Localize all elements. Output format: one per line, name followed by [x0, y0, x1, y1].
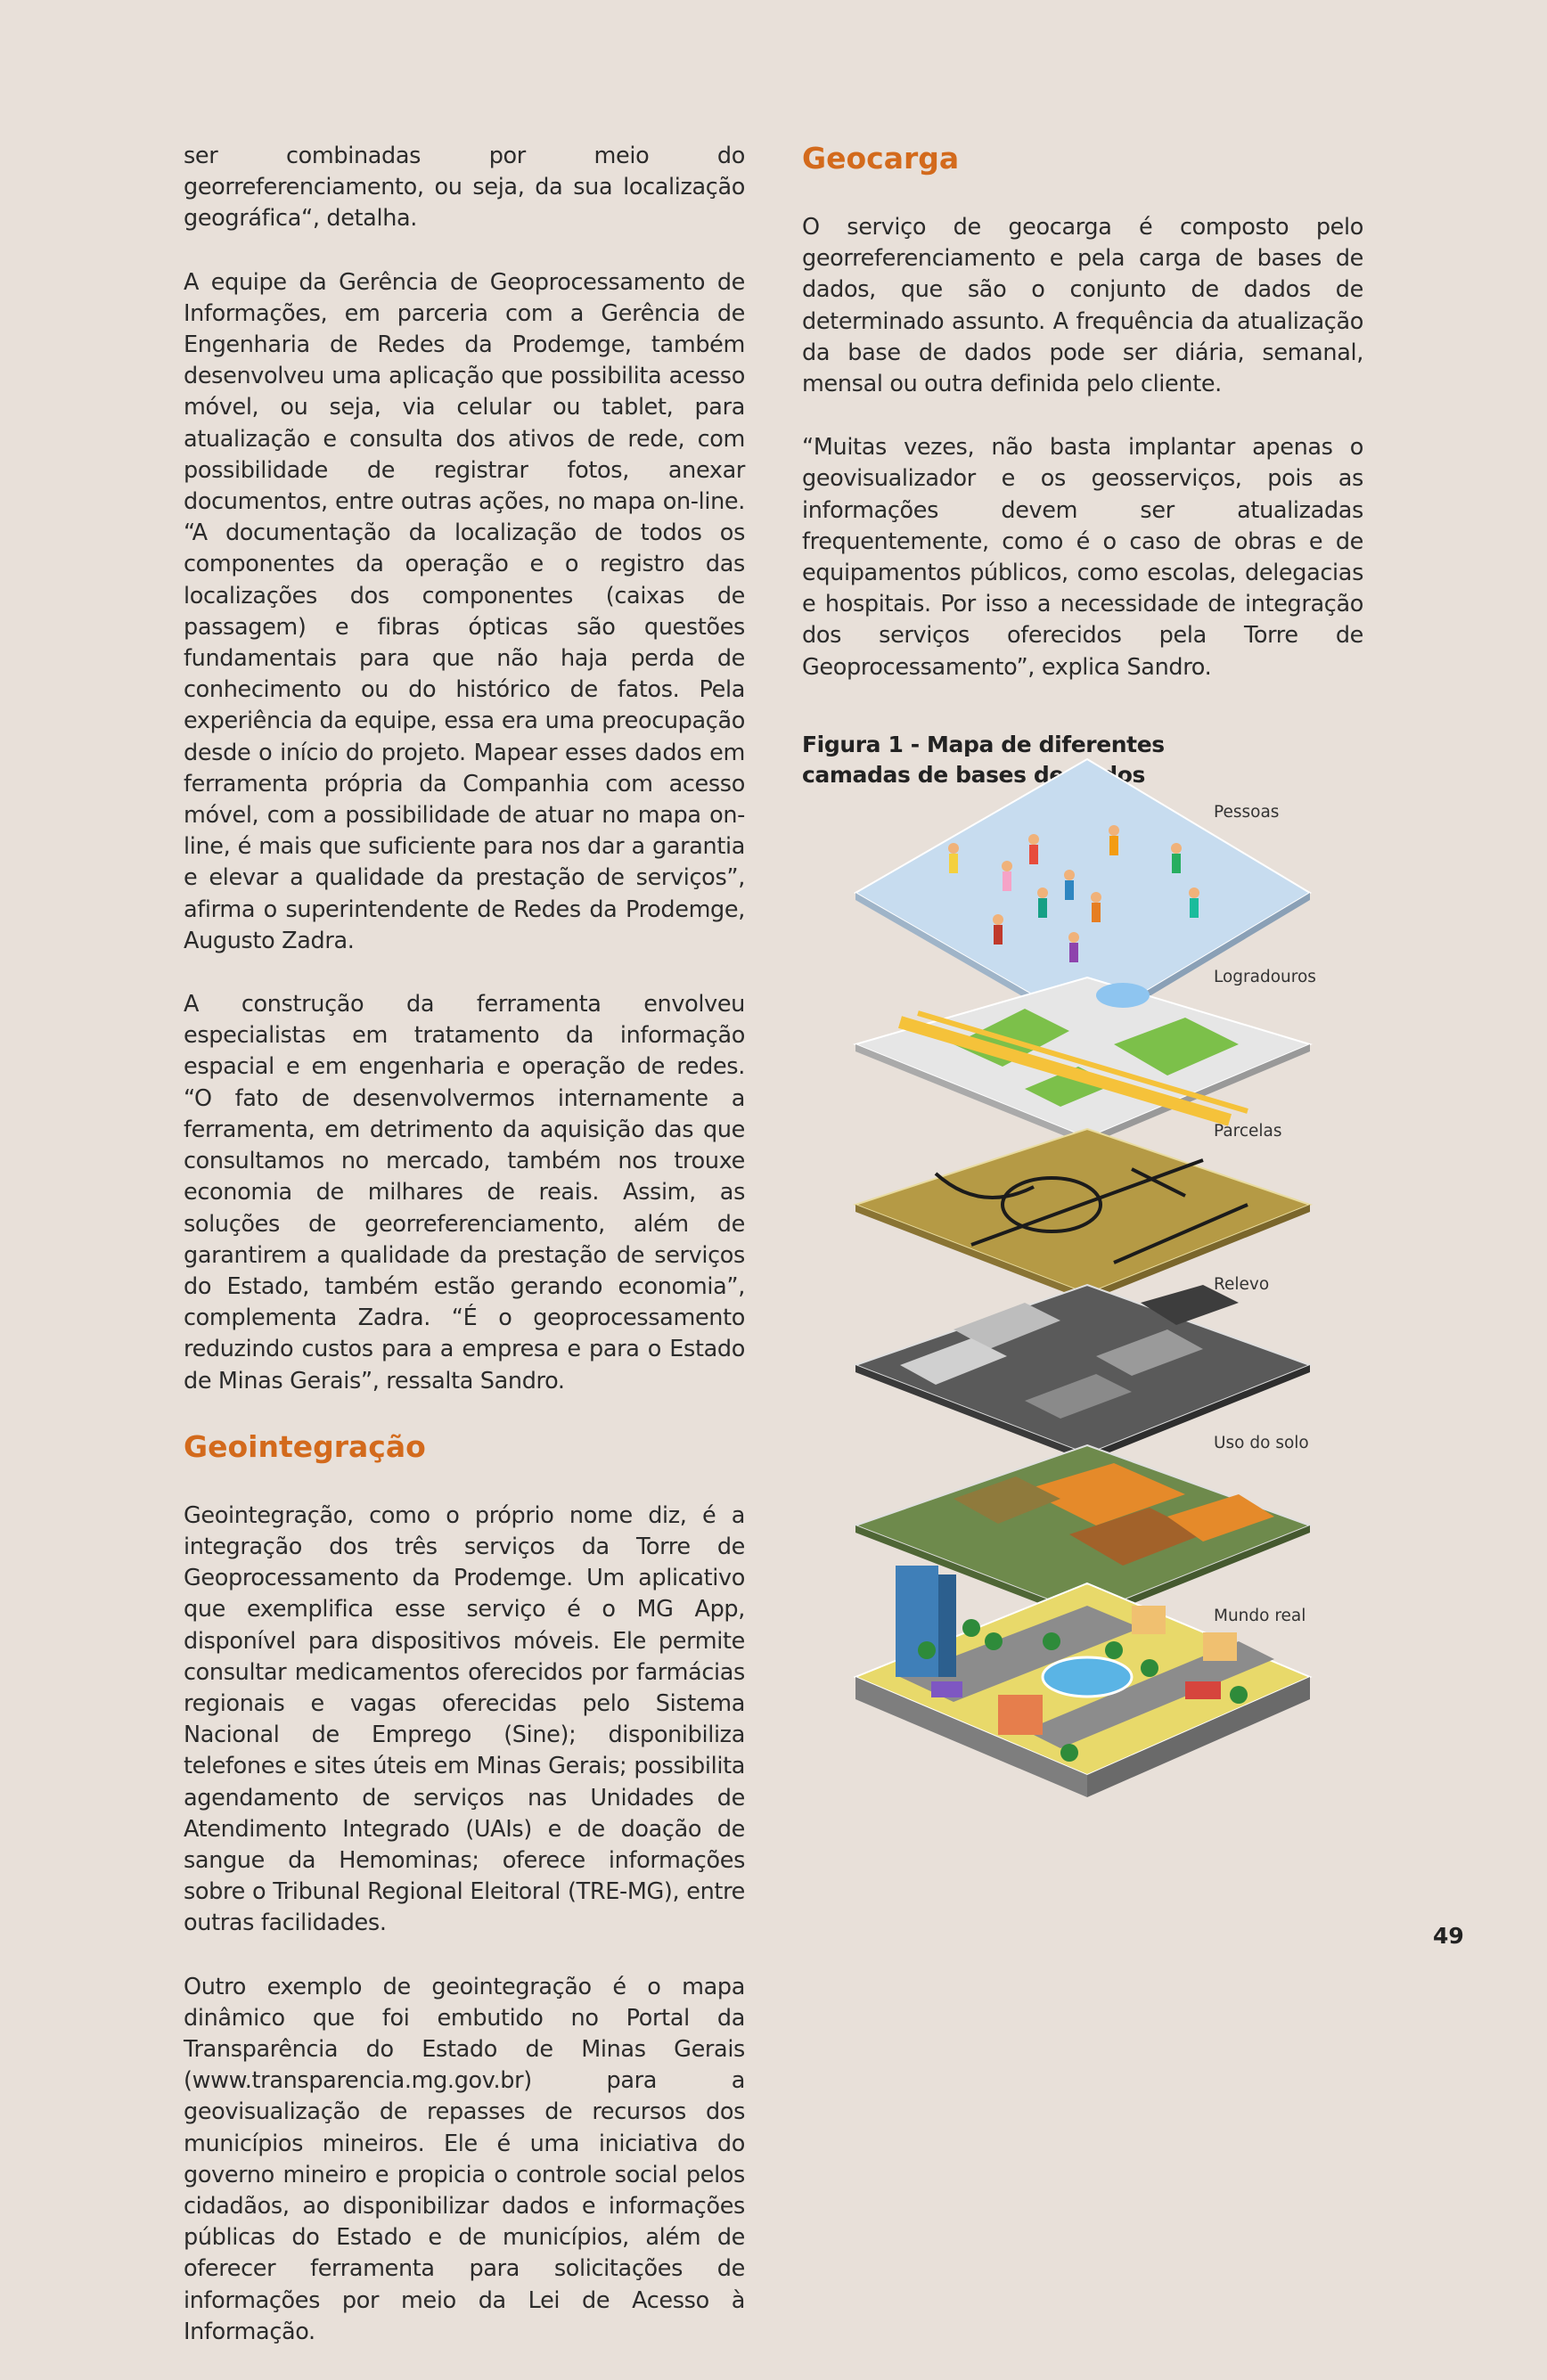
- figure-caption-line: camadas de bases de dados: [802, 761, 1145, 788]
- right-column: [802, 141, 1363, 790]
- roads-layer: [855, 977, 1310, 1145]
- layer-label: Parcelas: [1214, 1122, 1282, 1141]
- layer-label: Pessoas: [1214, 803, 1280, 822]
- layered-map-figure: [847, 750, 1399, 1855]
- page-number: 49: [1433, 1923, 1464, 1949]
- layer-label: Uso do solo: [1214, 1434, 1309, 1452]
- left-column: [184, 141, 745, 2380]
- body-paragraph: A equipe da Gerência de Geoprocessamento de Informações, em parceria com a Gerência de Engenharia de Redes da Prodemge, também desenvolveu uma aplicação que possibilita acesso móvel, ou seja, via celular ou tablet, para atualização e consulta dos ativos de rede, com possibilidade de registrar fotos, anexar documentos, entre outras ações, no mapa on-line. “A documentação da localização de todos os componentes da operação e o registro das localizações dos componentes (caixas de passagem) e fibras ópticas são questões fundamentais para que não haja perda de conhecimento ou do histórico de fatos. Pela experiência da equipe, essa era uma preocupação desde o início do projeto. Mapear esses dados em ferramenta própria da Companhia com acesso móvel, com a possibilidade de atuar no mapa on-line, é mais que suficiente para nos dar a garantia e elevar a qualidade da prestação de serviços”, afirma o superintendente de Redes da Prodemge, Augusto Zadra.: [184, 268, 745, 954]
- section-heading-geointegracao: Geointegração: [184, 1428, 426, 1464]
- layer-stack-illustration: [847, 750, 1399, 1855]
- layer-label: Relevo: [1214, 1275, 1270, 1294]
- figure-caption-line: Figura 1 - Mapa de diferentes: [802, 731, 1165, 757]
- real-world-layer: [855, 1566, 1310, 1797]
- body-paragraph: ser combinadas por meio do georreferenciamento, ou seja, da sua localização geográfica“, detalha.: [184, 143, 745, 233]
- body-paragraph: O serviço de geocarga é composto pelo georreferenciamento e pela carga de bases de dados, que são o conjunto de dados de determinado assunto. A frequência da atualização da base de dados pode ser diária, semanal, mensal ou outra definida pelo cliente.: [802, 214, 1363, 398]
- section-heading-geocarga: Geocarga: [802, 141, 960, 176]
- body-paragraph: Geointegração, como o próprio nome diz, é a integração dos três serviços da Torre de Geoprocessamento da Prodemge. Um aplicativo que exemplifica esse serviço é o MG App, disponível para dispositivos móveis. Ele permite consultar medicamentos oferecidos por farmácias regionais e vagas oferecidas pelo Sistema Nacional de Emprego (Sine); disponibiliza telefones e sites úteis em Minas Gerais; possibilita agendamento de serviços nas Unidades de Atendimento Integrado (UAIs) e de doação de sangue da Hemominas; oferece informações sobre o Tribunal Regional Eleitoral (TRE-MG), entre outras facilidades.: [184, 1501, 745, 1937]
- layer-label: Mundo real: [1214, 1607, 1306, 1625]
- body-paragraph: Outro exemplo de geointegração é o mapa dinâmico que foi embutido no Portal da Transparência do Estado de Minas Gerais (www.transparencia.mg.gov.br) para a geovisualização de repasses de recursos dos municípios mineiros. Ele é uma iniciativa do governo mineiro e propicia o controle social pelos cidadãos, ao disponibilizar dados e informações públicas do Estado e de municípios, além de oferecer ferramenta para solicitações de informações por meio da Lei de Acesso à Informação.: [184, 1973, 745, 2345]
- layer-label: Logradouros: [1214, 968, 1316, 986]
- body-paragraph: “Muitas vezes, não basta implantar apenas o geovisualizador e os geosserviços, pois as informações devem ser atualizadas frequentemente, como é o caso de obras e de equipamentos públicos, como escolas, delegacias e hospitais. Por isso a necessidade de integração dos serviços oferecidos pela Torre de Geoprocessamento”, explica Sandro.: [802, 434, 1363, 681]
- body-paragraph: A construção da ferramenta envolveu especialistas em tratamento da informação espacial e em engenharia e operação de redes. “O fato de desenvolvermos internamente a ferramenta, em detrimento da aquisição das que consultamos no mercado, também nos trouxe economia de milhares de reais. Assim, as soluções de georreferenciamento, além de garantirem a qualidade da prestação de serviços do Estado, também estão gerando economia”, complementa Zadra. “É o geoprocessamento reduzindo custos para a empresa e para o Estado de Minas Gerais”, ressalta Sandro.: [184, 991, 745, 1394]
